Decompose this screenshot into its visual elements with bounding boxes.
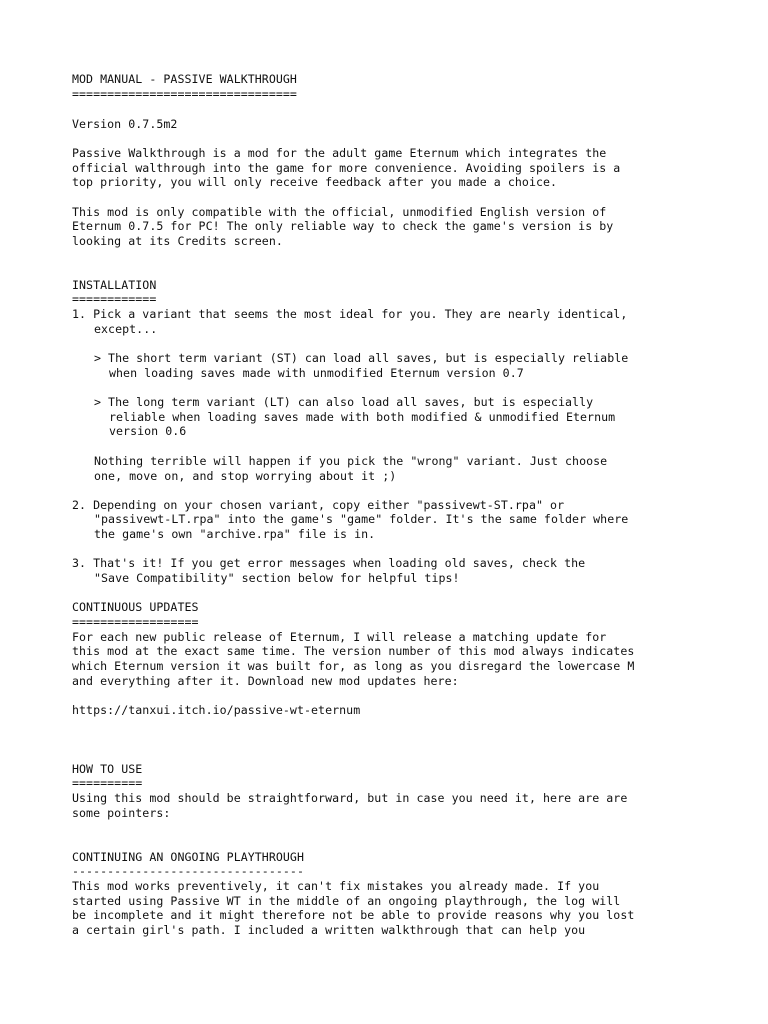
version-line: Version 0.7.5m2 — [72, 117, 178, 131]
installation-heading: INSTALLATION — [72, 278, 157, 292]
compat-line: Eternum 0.7.5 for PC! The only reliable way to check the game's version is by — [72, 219, 614, 233]
updates-rule: ================== — [72, 615, 199, 629]
lt-variant-line: > The long term variant (LT) can also load all saves, but is especially — [94, 395, 594, 409]
doc-title-rule: ================================ — [72, 87, 297, 101]
install-step-2-cont: the game's own "archive.rpa" file is in. — [94, 527, 376, 541]
nothing-terrible-line: Nothing terrible will happen if you pick the "wrong" variant. Just choose — [94, 454, 608, 468]
install-step-3: 3. That's it! If you get error messages when loading old saves, check the — [72, 556, 586, 570]
nothing-terrible-line: one, move on, and stop worrying about it ;) — [94, 469, 397, 483]
continuing-rule: --------------------------------- — [72, 864, 304, 878]
compat-line: This mod is only compatible with the official, unmodified English version of — [72, 205, 607, 219]
continuing-line: This mod works preventively, it can't fix mistakes you already made. If you — [72, 879, 600, 893]
intro-line: official walthrough into the game for more convenience. Avoiding spoilers is a — [72, 161, 621, 175]
how-to-use-line: Using this mod should be straightforward, but in case you need it, here are are — [72, 791, 628, 805]
install-step-1-cont: except... — [94, 322, 158, 336]
lt-variant-line: reliable when loading saves made with both modified & unmodified Eternum — [109, 410, 616, 424]
updates-line: For each new public release of Eternum, I will release a matching update for — [72, 630, 607, 644]
updates-line: this mod at the exact same time. The version number of this mod always indicates — [72, 644, 635, 658]
how-to-use-rule: ========== — [72, 776, 143, 790]
install-step-2: 2. Depending on your chosen variant, copy either "passivewt-ST.rpa" or — [72, 498, 565, 512]
lt-variant-line: version 0.6 — [109, 424, 187, 438]
intro-line: top priority, you will only receive feedback after you made a choice. — [72, 175, 558, 189]
install-step-3-cont: "Save Compatibility" section below for helpful tips! — [94, 571, 460, 585]
updates-line: and everything after it. Download new mod updates here: — [72, 674, 459, 688]
continuing-line: be incomplete and it might therefore not be able to provide reasons why you lost — [72, 908, 635, 922]
intro-line: Passive Walkthrough is a mod for the adult game Eternum which integrates the — [72, 146, 607, 160]
how-to-use-line: some pointers: — [72, 806, 171, 820]
continuing-heading: CONTINUING AN ONGOING PLAYTHROUGH — [72, 850, 304, 864]
install-step-1: 1. Pick a variant that seems the most ideal for you. They are nearly identical, — [72, 307, 628, 321]
download-url-link[interactable]: https://tanxui.itch.io/passive-wt-eternum — [72, 703, 361, 717]
st-variant-line: > The short term variant (ST) can load all saves, but is especially reliable — [94, 351, 629, 365]
updates-line: which Eternum version it was built for, as long as you disregard the lowercase M — [72, 659, 635, 673]
compat-line: looking at its Credits screen. — [72, 234, 283, 248]
doc-title: MOD MANUAL - PASSIVE WALKTHROUGH — [72, 72, 297, 86]
st-variant-line: when loading saves made with unmodified Eternum version 0.7 — [109, 366, 524, 380]
install-step-2-cont: "passivewt-LT.rpa" into the game's "game" folder. It's the same folder where — [94, 512, 629, 526]
continuing-line: a certain girl's path. I included a written walkthrough that can help you — [72, 923, 586, 937]
how-to-use-heading: HOW TO USE — [72, 762, 143, 776]
updates-heading: CONTINUOUS UPDATES — [72, 600, 199, 614]
installation-rule: ============ — [72, 292, 157, 306]
continuing-line: started using Passive WT in the middle of an ongoing playthrough, the log will — [72, 894, 621, 908]
